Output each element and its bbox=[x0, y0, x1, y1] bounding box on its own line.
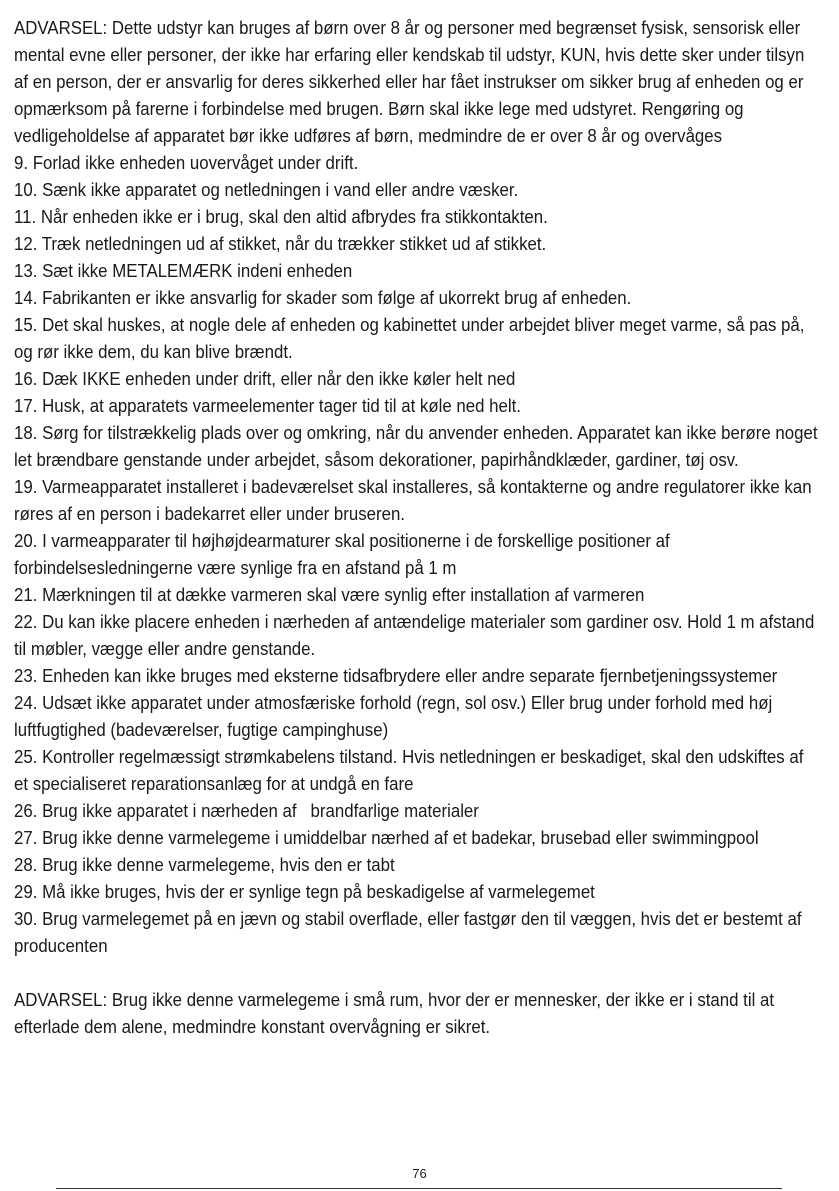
safety-item-21: 21. Mærkningen til at dække varmeren skal være synlig efter installation af varmeren bbox=[14, 584, 645, 605]
safety-item-9: 9. Forlad ikke enheden uovervåget under drift. bbox=[14, 152, 359, 173]
safety-item-17: 17. Husk, at apparatets varmeelementer tager tid til at køle ned helt. bbox=[14, 395, 521, 416]
safety-item-20: 20. I varmeapparater til højhøjdearmaturer skal positionerne i de forskellige positioner af forbindelsesledningerne være synlige fra en afstand på 1 m bbox=[14, 530, 670, 578]
manual-page-body bbox=[14, 14, 820, 1040]
warning-intro: ADVARSEL: Dette udstyr kan bruges af børn over 8 år og personer med begrænset fysisk, sensorisk eller mental evne eller personer, der ikke har erfaring eller kendskab til udstyr, KUN, hvis dette sker under tilsyn af en person, der er ansvarlig for deres sikkerhed eller har fået instrukser om sikker brug af enheden og er opmærksom på farerne i forbindelse med brugen. Børn skal ikke lege med udstyret. Rengøring og vedligeholdelse af apparatet bør ikke udføres af børn, medmindre de er over 8 år og overvåges bbox=[14, 17, 805, 146]
safety-item-11: 11. Når enheden ikke er i brug, skal den altid afbrydes fra stikkontakten. bbox=[14, 206, 548, 227]
safety-item-27: 27. Brug ikke denne varmelegeme i umiddelbar nærhed af et badekar, brusebad eller swimmingpool bbox=[14, 827, 759, 848]
safety-item-28: 28. Brug ikke denne varmelegeme, hvis den er tabt bbox=[14, 854, 395, 875]
safety-item-29: 29. Må ikke bruges, hvis der er synlige tegn på beskadigelse af varmelegemet bbox=[14, 881, 595, 902]
safety-item-10: 10. Sænk ikke apparatet og netledningen i vand eller andre væsker. bbox=[14, 179, 519, 200]
safety-item-22: 22. Du kan ikke placere enheden i nærheden af antændelige materialer som gardiner osv. Hold 1 m afstand til møbler, vægge eller andre genstande. bbox=[14, 611, 815, 659]
safety-item-18: 18. Sørg for tilstrækkelig plads over og omkring, når du anvender enheden. Apparatet kan ikke berøre noget let brændbare genstande under arbejdet, såsom dekorationer, papirhåndklæder, gardiner, tøj osv. bbox=[14, 422, 818, 470]
warning-closing: ADVARSEL: Brug ikke denne varmelegeme i små rum, hvor der er mennesker, der ikke er i stand til at efterlade dem alene, medmindre konstant overvågning er sikret. bbox=[14, 989, 775, 1037]
safety-item-26: 26. Brug ikke apparatet i nærheden af brandfarlige materialer bbox=[14, 800, 479, 821]
safety-item-24: 24. Udsæt ikke apparatet under atmosfæriske forhold (regn, sol osv.) Eller brug under forhold med høj luftfugtighed (badeværelser, fugtige campinghuse) bbox=[14, 692, 773, 740]
safety-item-23: 23. Enheden kan ikke bruges med eksterne tidsafbrydere eller andre separate fjernbetjeningssystemer bbox=[14, 665, 778, 686]
footer-divider bbox=[56, 1188, 782, 1189]
safety-item-30: 30. Brug varmelegemet på en jævn og stabil overflade, eller fastgør den til væggen, hvis det er bestemt af producenten bbox=[14, 908, 802, 956]
paragraph-spacer bbox=[14, 959, 820, 986]
safety-item-15: 15. Det skal huskes, at nogle dele af enheden og kabinettet under arbejdet bliver meget varme, så pas på, og rør ikke dem, du kan blive brændt. bbox=[14, 314, 805, 362]
safety-item-25: 25. Kontroller regelmæssigt strømkabelens tilstand. Hvis netledningen er beskadiget, skal den udskiftes af et specialiseret reparationsanlæg for at undgå en fare bbox=[14, 746, 804, 794]
safety-item-13: 13. Sæt ikke METALEMÆRK indeni enheden bbox=[14, 260, 353, 281]
safety-item-16: 16. Dæk IKKE enheden under drift, eller når den ikke køler helt ned bbox=[14, 368, 516, 389]
safety-item-19: 19. Varmeapparatet installeret i badeværelset skal installeres, så kontakterne og andre regulatorer ikke kan røres af en person i badekarret eller under bruseren. bbox=[14, 476, 812, 524]
safety-item-12: 12. Træk netledningen ud af stikket, når du trækker stikket ud af stikket. bbox=[14, 233, 547, 254]
safety-item-14: 14. Fabrikanten er ikke ansvarlig for skader som følge af ukorrekt brug af enheden. bbox=[14, 287, 632, 308]
page-number: 76 bbox=[412, 1166, 427, 1181]
